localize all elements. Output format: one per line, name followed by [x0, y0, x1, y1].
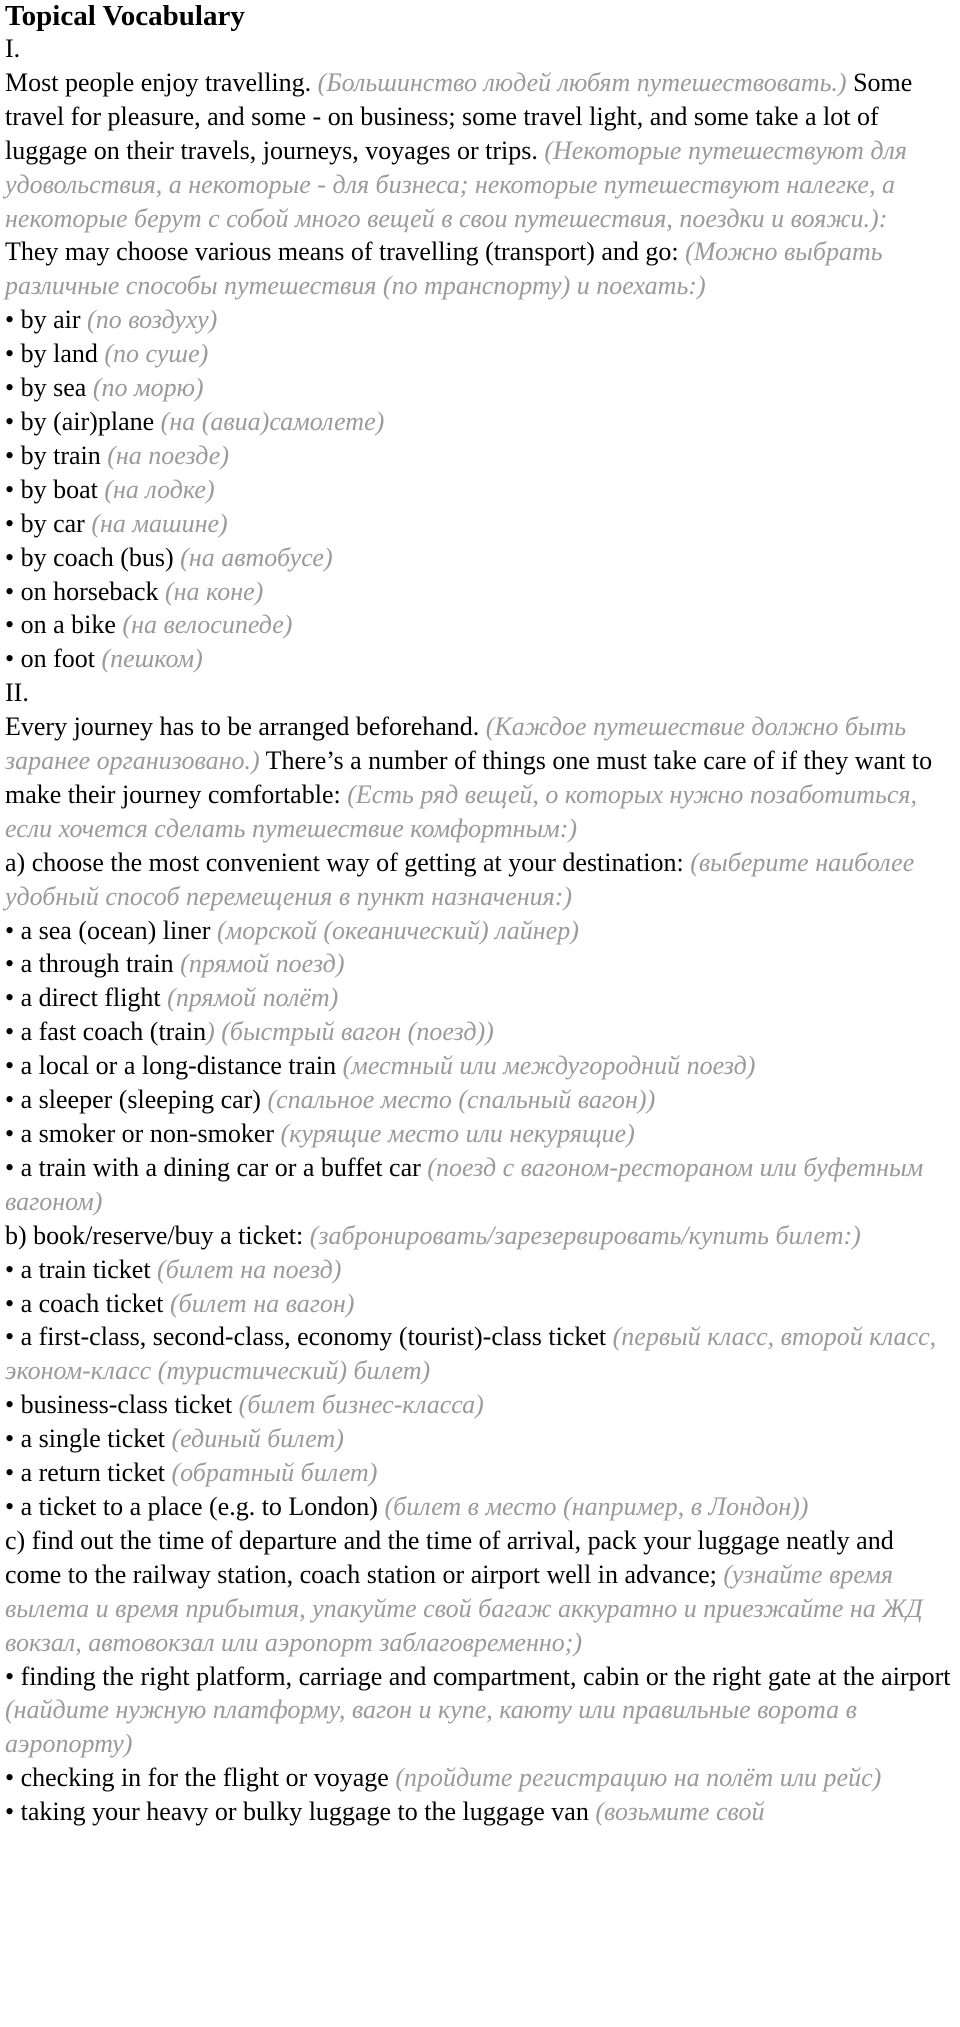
- english-text: • a smoker or non-smoker: [5, 1119, 281, 1148]
- russian-translation: (первый класс, второй класс, эконом-класс (туристический) билет): [5, 1322, 937, 1386]
- russian-translation: (выберите наиболее удобный способ перемещения в пункт назначения:): [5, 847, 915, 911]
- paragraph: [5, 676, 955, 710]
- paragraph: [5, 1253, 955, 1287]
- english-text: There’s a number of things one must take care of if they want to make their journey comfortable:: [5, 746, 933, 809]
- paragraph: [5, 1795, 955, 1829]
- page-title: Topical Vocabulary: [5, 0, 245, 32]
- english-text: • by land: [5, 339, 105, 369]
- english-text: • by train: [5, 440, 108, 470]
- english-text: • a train ticket: [5, 1254, 158, 1284]
- russian-translation: (на велосипеде): [122, 610, 293, 640]
- russian-translation: (спальное место (спальный вагон)): [267, 1085, 656, 1115]
- english-text: • on horseback: [5, 576, 165, 606]
- english-text: • by (air)plane: [5, 406, 161, 436]
- english-text: • a through train: [5, 949, 181, 979]
- english-text: b) book/reserve/buy a ticket:: [5, 1220, 310, 1250]
- english-text: • by sea: [5, 373, 93, 403]
- paragraph: [5, 235, 955, 303]
- english-text: They may choose various means of travelling (transport) and go:: [5, 237, 686, 267]
- russian-translation: (обратный билет): [171, 1458, 378, 1488]
- russian-translation: (на коне): [165, 576, 264, 606]
- english-text: • by boat: [5, 474, 105, 504]
- english-text: • a local or a long-distance train: [5, 1051, 343, 1081]
- paragraph: [5, 1422, 955, 1456]
- paragraph: [5, 66, 955, 236]
- english-text: • a single ticket: [5, 1424, 172, 1454]
- paragraph: [5, 507, 955, 541]
- paragraph: [5, 473, 955, 507]
- paragraph: [5, 1490, 955, 1524]
- english-text: • finding the right platform, carriage and compartment, cabin or the right gate at the airport: [5, 1661, 951, 1691]
- russian-translation: (на машине): [91, 508, 228, 538]
- russian-translation: (пешком): [101, 644, 203, 674]
- paragraph: [5, 439, 955, 473]
- russian-translation: (по морю): [92, 373, 204, 403]
- paragraph: [5, 1049, 955, 1083]
- russian-translation: (пройдите регистрацию на полёт или рейс): [395, 1763, 882, 1793]
- russian-translation: (Каждое путешествие должно быть заранее организовано.): [5, 712, 907, 776]
- english-text: • by coach (bus): [5, 542, 181, 572]
- english-text: I.: [5, 34, 21, 63]
- russian-translation: (билет на поезд): [157, 1254, 342, 1284]
- paragraph: [5, 541, 955, 575]
- english-text: • a ticket to a place (e.g. to London): [5, 1491, 385, 1521]
- paragraph: [5, 1456, 955, 1490]
- russian-translation: (поезд с вагоном-рестораном или буфетным вагоном): [5, 1152, 924, 1216]
- paragraph: [5, 32, 955, 66]
- russian-translation: (билет на вагон): [170, 1288, 355, 1318]
- english-text: • checking in for the flight or voyage: [5, 1763, 396, 1793]
- english-text: Some travel for pleasure, and some - on business; some travel light, and some take a lot of luggage on their travels, journeys, voyages or trips.: [5, 67, 913, 165]
- paragraph: [5, 575, 955, 609]
- english-text: • a sleeper (sleeping car): [5, 1085, 268, 1115]
- russian-translation: (возьмите свой: [595, 1797, 765, 1827]
- paragraph: [5, 303, 955, 337]
- russian-translation: (узнайте время вылета и время прибытия, упакуйте свой багаж аккуратно и приезжайте на ЖД вокзал, автовокзал или аэропорт заблаговременно;): [5, 1559, 923, 1657]
- english-text: c) find out the time of departure and the time of arrival, pack your luggage neatly and come to the railway station, coach station or airport well in advance;: [5, 1525, 894, 1589]
- document-page: [5, 0, 955, 1829]
- paragraph: [5, 371, 955, 405]
- paragraph: [5, 1151, 955, 1219]
- paragraph: [5, 846, 955, 914]
- russian-translation: (на поезде): [107, 440, 229, 470]
- paragraph: [5, 405, 955, 439]
- paragraph: [5, 710, 955, 846]
- paragraph: [5, 1524, 955, 1660]
- english-text: Every journey has to be arranged beforehand.: [5, 712, 486, 742]
- paragraph: [5, 1761, 955, 1795]
- paragraph: [5, 947, 955, 981]
- russian-translation: (Некоторые путешествуют для удовольствия, а некоторые - для бизнеса; некоторые путешествуют налегке, а некоторые берут с собой много вещей в свои путешествия, поездки и вояжи.):: [5, 135, 907, 233]
- paragraph: [5, 608, 955, 642]
- russian-translation: (по суше): [104, 339, 209, 369]
- paragraph: [5, 1287, 955, 1321]
- paragraph: [5, 981, 955, 1015]
- english-text: • on foot: [5, 644, 102, 674]
- russian-translation: (забронировать/зарезервировать/купить билет:): [309, 1220, 861, 1250]
- paragraph: [5, 1083, 955, 1117]
- english-text: • taking your heavy or bulky luggage to the luggage van: [5, 1797, 596, 1827]
- russian-translation: (билет бизнес-класса): [238, 1390, 484, 1420]
- paragraph: [5, 337, 955, 371]
- english-text: Most people enjoy travelling.: [5, 67, 318, 97]
- russian-translation: (Есть ряд вещей, о которых нужно позаботиться, если хочется сделать путешествие комфортным:): [5, 779, 917, 843]
- paragraph: [5, 1117, 955, 1151]
- english-text: • a coach ticket: [5, 1288, 171, 1318]
- russian-translation: (единый билет): [171, 1424, 344, 1454]
- document-body: [5, 32, 955, 1829]
- russian-translation: (Большинство людей любят путешествовать.): [317, 67, 847, 97]
- paragraph: [5, 1320, 955, 1388]
- english-text: • on a bike: [5, 610, 123, 640]
- russian-translation: (местный или междугородний поезд): [342, 1051, 756, 1081]
- russian-translation: (на лодке): [104, 474, 215, 504]
- russian-translation: (морской (океанический) лайнер): [216, 915, 579, 945]
- paragraph: [5, 1219, 955, 1253]
- paragraph: [5, 1388, 955, 1422]
- russian-translation: (на автобусе): [180, 542, 333, 572]
- russian-translation: (билет в место (например, в Лондон)): [384, 1491, 809, 1521]
- english-text: II.: [5, 678, 29, 708]
- paragraph: [5, 642, 955, 676]
- russian-translation: (прямой поезд): [180, 949, 345, 979]
- english-text: • by air: [5, 305, 88, 335]
- english-text: • a fast coach (train: [5, 1017, 207, 1047]
- russian-translation: (прямой полёт): [167, 983, 339, 1013]
- english-text: • a direct flight: [5, 983, 168, 1013]
- paragraph: [5, 1660, 955, 1762]
- paragraph: [5, 1015, 955, 1049]
- russian-translation: (найдите нужную платформу, вагон и купе, каюту или правильные ворота в аэропорту): [5, 1695, 857, 1759]
- english-text: • a first-class, second-class, economy (tourist)-class ticket: [5, 1322, 613, 1352]
- russian-translation: (курящие место или некурящие): [280, 1119, 635, 1148]
- russian-translation: (на (авиа)самолете): [160, 406, 385, 436]
- russian-translation: ) (быстрый вагон (поезд)): [206, 1017, 494, 1047]
- paragraph: [5, 914, 955, 948]
- english-text: • by car: [5, 508, 92, 538]
- russian-translation: (Можно выбрать различные способы путешествия (по транспорту) и поехать:): [5, 237, 883, 301]
- english-text: • a sea (ocean) liner: [5, 915, 217, 945]
- english-text: • a train with a dining car or a buffet car: [5, 1152, 428, 1182]
- russian-translation: (по воздуху): [87, 305, 218, 335]
- english-text: a) choose the most convenient way of getting at your destination:: [5, 847, 691, 877]
- english-text: • business-class ticket: [5, 1390, 239, 1420]
- english-text: • a return ticket: [5, 1458, 172, 1488]
